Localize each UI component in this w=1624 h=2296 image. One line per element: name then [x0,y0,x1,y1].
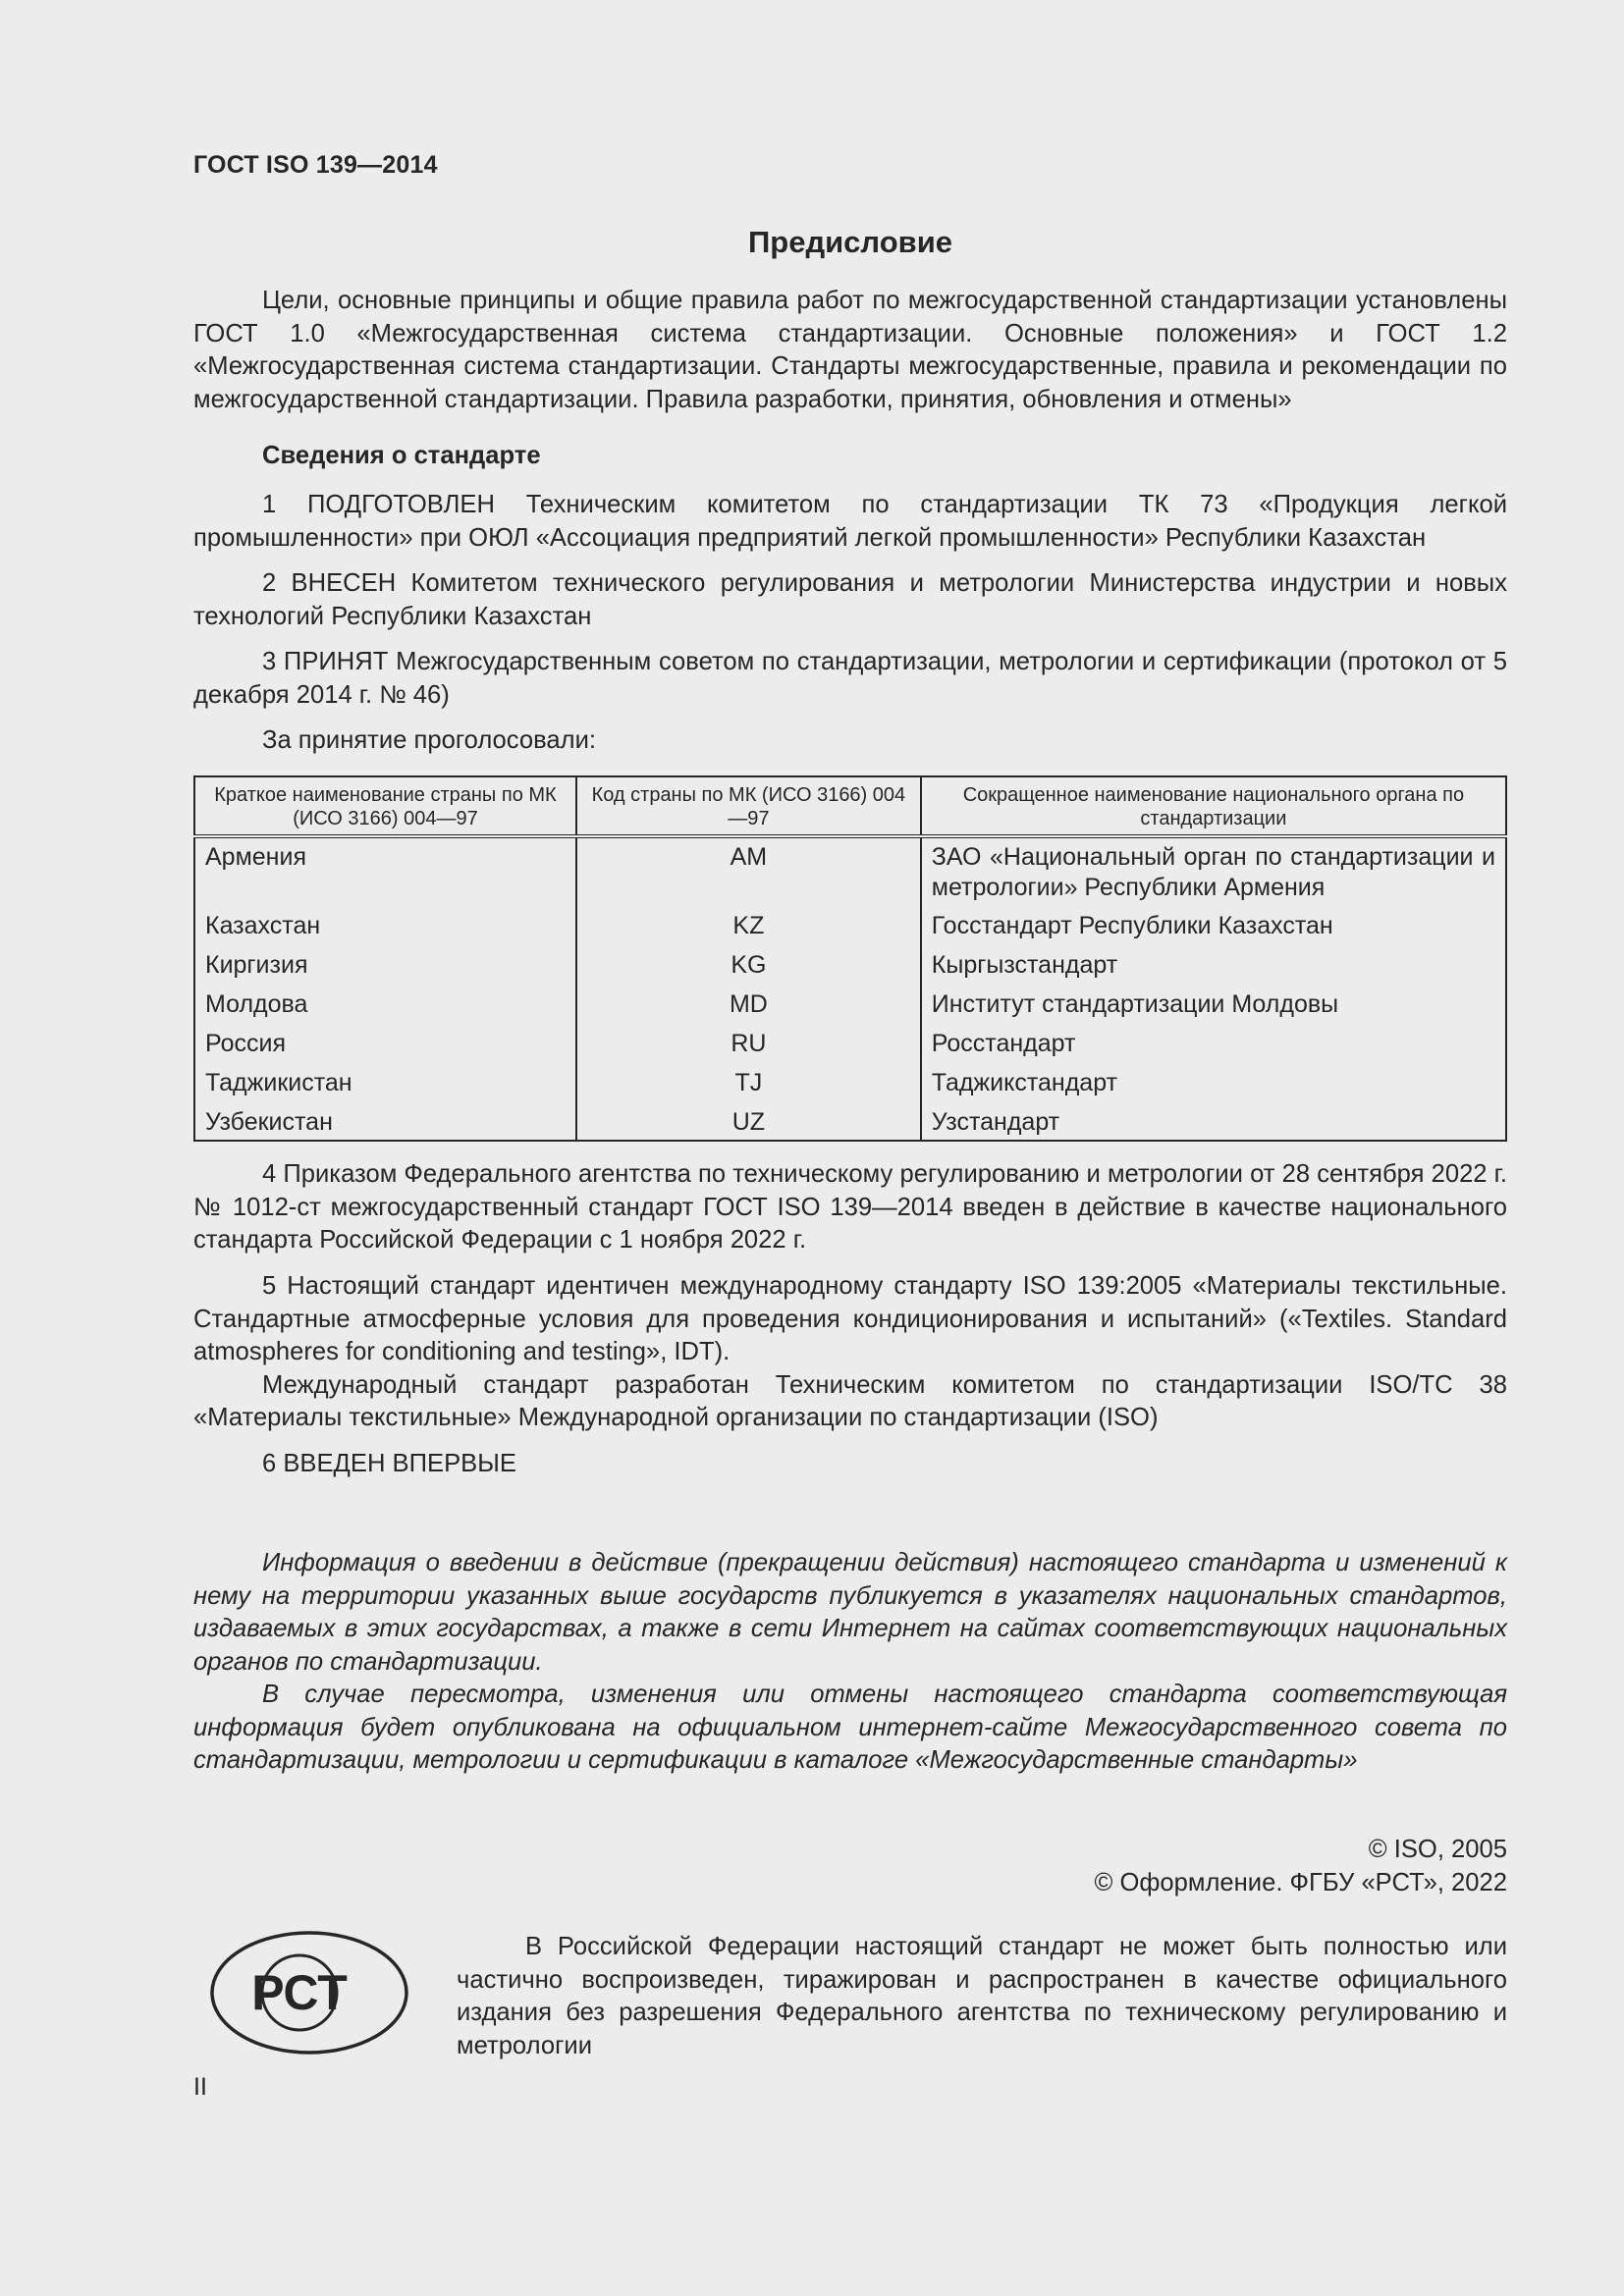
page-number: II [193,2073,207,2101]
item-2-block [193,567,1507,633]
cell-country: Молдова [194,981,576,1020]
copyright-rst: © Оформление. ФГБУ «РСТ», 2022 [1094,1869,1507,1896]
note-2: В случае пересмотра, изменения или отмены настоящего стандарта соответствующая информация будет опубликована на официальном интернет-сайте Межгосударственного совета по стандартизации, метрологии и сертификации в каталоге «Межгосударственные стандарты» [193,1681,1507,1774]
copyright-notice: В Российской Федерации настоящий стандарт не может быть полностью или частично воспроизведен, тиражирован и распространен в качестве официального издания без разрешения Федерального агентства по техническому регулированию и метрологии [457,1933,1507,2059]
note-1: Информация о введении в действие (прекращении действия) настоящего стандарта и изменений к нему на территории указанных выше государств публикуется в указателях национальных стандартов, издаваемых в этих государствах, а также в сети Интернет на сайтах соответствующих национальных органов по стандартизации. [193,1549,1507,1676]
item-4-block [193,1158,1507,1257]
header-code: Код страны по МК (ИСО 3166) 004—97 [576,776,921,836]
cell-code: MD [576,981,921,1020]
item-1-block [193,489,1507,555]
header-org: Сокращенное наименование национального органа по стандартизации [921,776,1506,836]
vote-intro-block [193,724,1507,758]
table-row [194,836,1506,907]
page-title: Предисловие [747,225,952,259]
rst-certification-mark-icon [209,1929,410,2056]
cell-code: RU [576,1020,921,1059]
item-6-block [193,1448,1507,1481]
intro-block [193,285,1507,416]
cell-code: KG [576,941,921,981]
seal-letters: РСТ [251,1965,348,2020]
cell-code: KZ [576,907,921,941]
item-5-continuation: Международный стандарт разработан Техническим комитетом по стандартизации ISO/TC 38 «Материалы текстильные» Международной организации по стандартизации (ISO) [193,1370,1507,1431]
item-4-paragraph: 4 Приказом Федерального агентства по техническому регулированию и метрологии от 28 сентября 2022 г. № 1012-ст межгосударственный стандарт ГОСТ ISO 139—2014 введен в действие в качестве национального стандарта Российской Федерации с 1 ноября 2022 г. [193,1160,1507,1254]
table-row [194,981,1506,1020]
cell-code: UZ [576,1098,921,1141]
item-2-paragraph: 2 ВНЕСЕН Комитетом технического регулирования и метрологии Министерства индустрии и новых технологий Республики Казахстан [193,569,1507,630]
table-row [194,941,1506,981]
item-3-paragraph: 3 ПРИНЯТ Межгосударственным советом по стандартизации, метрологии и сертификации (протокол от 5 декабря 2014 г. № 46) [193,648,1507,709]
cell-org: Кыргызстандарт [921,941,1506,981]
cell-country: Узбекистан [194,1098,576,1141]
cell-org: Институт стандартизации Молдовы [921,981,1506,1020]
item-1-paragraph: 1 ПОДГОТОВЛЕН Техническим комитетом по стандартизации ТК 73 «Продукция легкой промышленности» при ОЮЛ «Ассоциация предприятий легкой промышленности» Республики Казахстан [193,491,1507,552]
item-5-paragraph: 5 Настоящий стандарт идентичен международному стандарту ISO 139:2005 «Материалы текстильные. Стандартные атмосферные условия для проведения кондиционирования и испытаний» («Textiles. Standard atmospheres for conditioning and testing», IDT). [193,1272,1507,1365]
header-country: Краткое наименование страны по МК (ИСО 3166) 004—97 [194,776,576,836]
table-header-row [194,776,1506,836]
table-row [194,1098,1506,1141]
cell-org: Росстандарт [921,1020,1506,1059]
cell-code: TJ [576,1059,921,1098]
item-6-paragraph: 6 ВВЕДЕН ВПЕРВЫЕ [262,1450,516,1477]
vote-intro: За принятие проголосовали: [262,726,596,754]
document-code: ГОСТ ISO 139—2014 [193,151,438,179]
info-heading: Сведения о стандарте [262,442,541,469]
table-row [194,907,1506,941]
cell-country: Армения [194,836,576,907]
voting-table [193,775,1507,1142]
table-row [194,1020,1506,1059]
cell-country: Россия [194,1020,576,1059]
table-row [194,1059,1506,1098]
cell-code: AM [576,836,921,907]
intro-paragraph: Цели, основные принципы и общие правила работ по межгосударственной стандартизации установлены ГОСТ 1.0 «Межгосударственная система стандартизации. Основные положения» и ГОСТ 1.2 «Межгосударственная система стандартизации. Стандарты межгосударственные, правила и рекомендации по межгосударственной стандартизации. Правила разработки, принятия, обновления и отмены» [193,287,1507,413]
copyright-iso: © ISO, 2005 [1368,1836,1507,1863]
item-3-block [193,646,1507,712]
cell-country: Таджикистан [194,1059,576,1098]
cell-country: Киргизия [194,941,576,981]
info-heading-block [193,440,1507,473]
notes-block [193,1547,1507,1778]
cell-org: ЗАО «Национальный орган по стандартизации и метрологии» Республики Армения [921,836,1506,907]
cell-org: Узстандарт [921,1098,1506,1141]
cell-org: Госстандарт Республики Казахстан [921,907,1506,941]
cell-org: Таджикстандарт [921,1059,1506,1098]
cell-country: Казахстан [194,907,576,941]
item-5-block [193,1270,1507,1435]
